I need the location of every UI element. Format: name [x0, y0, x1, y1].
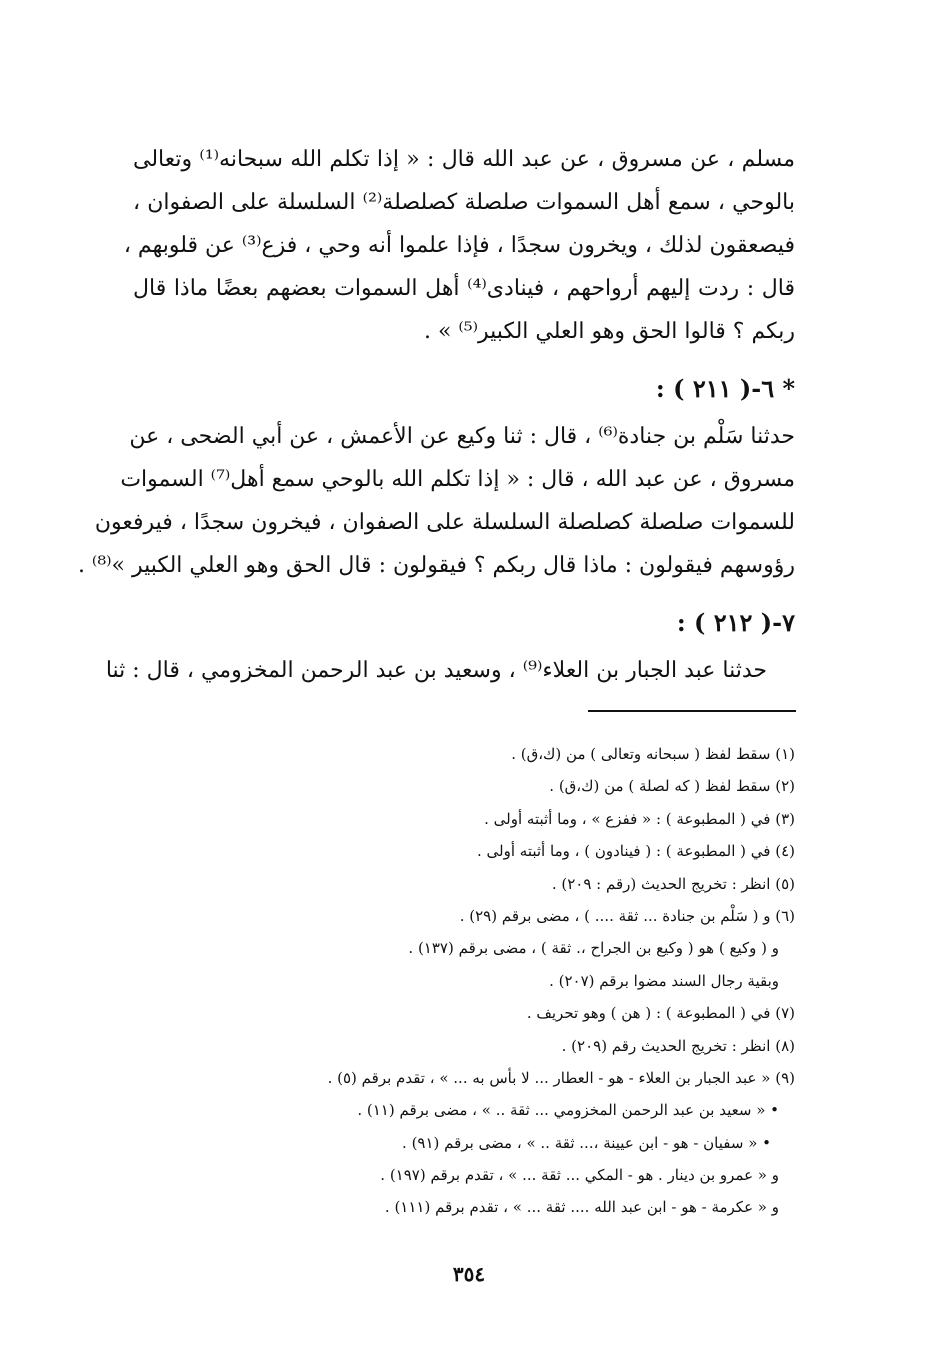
paragraph-1: [123, 138, 796, 353]
footnote-6-continuation: وبقية رجال السند مضوا برقم (٢٠٧) .: [549, 971, 779, 990]
main-text: [77, 138, 796, 692]
text-line: رؤوسهم فيقولون : ماذا قال ربكم ؟ فيقولون : قال الحق وهو العلي الكبير »⁽⁸⁾ .: [77, 553, 795, 578]
footnote-9-continuation: و « عكرمة - هو - ابن عبد الله .... ثقة ... » ، تقدم برقم (١١١) .: [384, 1198, 779, 1217]
footnote-separator: [588, 710, 796, 712]
text-line: مسروق ، عن عبد الله ، قال : « إذا تكلم الله بالوحي سمع أهل⁽⁷⁾ السموات: [120, 467, 795, 492]
text-line: ربكم ؟ قالوا الحق وهو العلي الكبير⁽⁵⁾ » .: [423, 319, 795, 344]
hadith-heading-211: * ٦-( ٢١١ ) :: [655, 374, 795, 403]
text-line: حدثنا سَلْم بن جنادة⁽⁶⁾ ، قال : ثنا وكيع عن الأعمش ، عن أبي الضحى ، عن: [129, 424, 795, 449]
footnote-9-continuation: • « سعيد بن عبد الرحمن المخزومي ... ثقة .. » ، مضى برقم (١١) .: [357, 1101, 779, 1120]
footnote-4: (٤) في ( المطبوعة ) : ( فينادون ) ، وما أثبته أولى .: [477, 842, 795, 861]
paragraph-2: [77, 415, 795, 587]
text-line: قال : ردت إليهم أرواحهم ، فينادى⁽⁴⁾ أهل السموات بعضهم بعضًا ماذا قال: [133, 276, 795, 301]
text-line: فيصعقون لذلك ، ويخرون سجدًا ، فإذا علموا أنه وحي ، فزع⁽³⁾ عن قلوبهم ،: [123, 233, 795, 258]
footnote-5: (٥) انظر : تخريج الحديث (رقم : ٢٠٩) .: [551, 874, 795, 893]
text-line: مسلم ، عن مسروق ، عن عبد الله قال : « إذا تكلم الله سبحانه⁽¹⁾ وتعالى: [133, 147, 796, 172]
footnote-3: (٣) في ( المطبوعة ) : « ففزع » ، وما أثبته أولى .: [484, 809, 795, 828]
hadith-heading-212: ٧-( ٢١٢ ) :: [676, 608, 795, 637]
footnote-8: (٨) انظر : تخريج الحديث رقم (٢٠٩) .: [561, 1036, 795, 1055]
footnote-9-continuation: • « سفيان - هو - ابن عيينة ،... ثقة .. » ، مضى برقم (٩١) .: [402, 1133, 771, 1152]
page-number: ٣٥٤: [452, 1262, 486, 1286]
paragraph-3: [105, 649, 795, 692]
footnote-9: (٩) « عبد الجبار بن العلاء - هو - العطار ... لا بأس به ... » ، تقدم برقم (٥) .: [327, 1068, 795, 1087]
footnote-6-continuation: و ( وكيع ) هو ( وكيع بن الجراح ،. ثقة ) ، مضى برقم (١٣٧) .: [408, 939, 779, 958]
footnote-1: (١) سقط لفظ ( سبحانه وتعالى ) من (ك،ق) .: [511, 745, 795, 763]
text-line: حدثنا عبد الجبار بن العلاء⁽⁹⁾ ، وسعيد بن عبد الرحمن المخزومي ، قال : ثنا: [105, 658, 767, 683]
text-line: للسموات صلصلة كصلصلة السلسلة على الصفوان ، فيخرون سجدًا ، فيرفعون: [94, 510, 795, 535]
footnotes: [195, 738, 795, 1224]
text-line: بالوحي ، سمع أهل السموات صلصلة كصلصلة⁽²⁾ السلسلة على الصفوان ،: [133, 190, 795, 215]
footnote-6: (٦) و ( سَلْم بن جنادة ... ثقة .... ) ، مضى برقم (٢٩) .: [459, 906, 795, 925]
footnote-7: (٧) في ( المطبوعة ) : ( هن ) وهو تحريف .: [526, 1004, 795, 1023]
footnote-2: (٢) سقط لفظ ( كه لصلة ) من (ك،ق) .: [549, 777, 795, 796]
footnote-9-continuation: و « عمرو بن دينار . هو - المكي ... ثقة ... » ، تقدم برقم (١٩٧) .: [380, 1166, 779, 1185]
